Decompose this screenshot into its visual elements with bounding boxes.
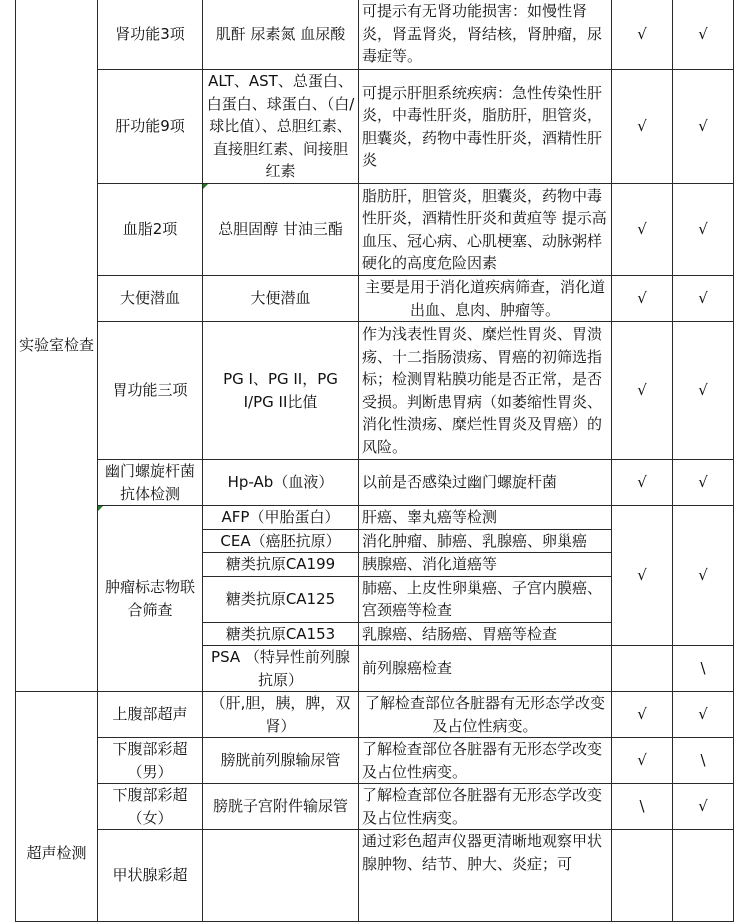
row-desc: 脂肪肝，胆管炎，胆囊炎，药物中毒性肝炎，酒精性肝炎和黄疸等 提示高血压、冠心病、心肌梗塞、动脉粥样硬化的高度危险因素 (359, 184, 612, 276)
table-row (16, 506, 734, 530)
row-items: Hp-Ab（血液） (203, 460, 359, 506)
check-male: √ (612, 70, 673, 184)
check-female: √ (673, 506, 734, 646)
row-desc: 了解检查部位各脏器有无形态学改变及占位性病变。 (359, 738, 612, 784)
row-name: 肝功能9项 (98, 70, 203, 184)
check-male: √ (612, 506, 673, 646)
table-row (16, 784, 734, 830)
row-items: 大便潜血 (203, 276, 359, 322)
section-lab: 实验室检查 (16, 0, 98, 692)
row-items: 膀胱前列腺输尿管 (203, 738, 359, 784)
row-desc: 可提示肝胆系统疾病：急性传染性肝炎，中毒性肝炎，脂肪肝，胆管炎，胆囊炎，药物中毒性肝炎，酒精性肝炎 (359, 70, 612, 184)
check-male: √ (612, 460, 673, 506)
row-name: 胃功能三项 (98, 322, 203, 460)
row-desc: 主要是用于消化道疾病筛查，消化道出血、息肉、肿瘤等。 (359, 276, 612, 322)
table-row (16, 276, 734, 322)
check-female: \ (673, 738, 734, 784)
row-desc: 作为浅表性胃炎、糜烂性胃炎、胃溃疡、十二指肠溃疡、胃癌的初筛选指标；检测胃粘膜功能是否正常，是否受损。判断患胃病（如萎缩性胃炎、消化性溃疡、糜烂性胃炎及胃癌）的风险。 (359, 322, 612, 460)
check-male: √ (612, 276, 673, 322)
check-female: √ (673, 322, 734, 460)
check-male (612, 646, 673, 692)
row-desc: 乳腺癌、结肠癌、胃癌等检查 (359, 622, 612, 646)
check-female (673, 830, 734, 922)
check-female: √ (673, 692, 734, 738)
row-desc: 通过彩色超声仪器更清晰地观察甲状腺肿物、结节、肿大、炎症；可 (359, 830, 612, 922)
check-female: √ (673, 784, 734, 830)
table-row (16, 460, 734, 506)
row-desc: 了解检查部位各脏器有无形态学改变及占位性病变。 (359, 692, 612, 738)
row-items: 糖类抗原CA199 (203, 553, 359, 577)
row-desc: 消化肿瘤、肺癌、乳腺癌、卵巢癌 (359, 529, 612, 553)
row-items: AFP（甲胎蛋白） (203, 506, 359, 530)
check-female: √ (673, 460, 734, 506)
row-desc: 肝癌、睾丸癌等检测 (359, 506, 612, 530)
checkup-items-table (15, 0, 734, 922)
check-male: \ (612, 784, 673, 830)
check-male: √ (612, 322, 673, 460)
row-desc: 了解检查部位各脏器有无形态学改变及占位性病变。 (359, 784, 612, 830)
table-row (16, 184, 734, 276)
row-items: CEA（癌胚抗原） (203, 529, 359, 553)
row-desc: 以前是否感染过幽门螺旋杆菌 (359, 460, 612, 506)
row-name: 甲状腺彩超 (98, 830, 203, 922)
row-items: 总胆固醇 甘油三酯 (203, 184, 359, 276)
row-items: 肌酐 尿素氮 血尿酸 (203, 0, 359, 70)
check-male: √ (612, 184, 673, 276)
row-items: PSA （特异性前列腺抗原） (203, 646, 359, 692)
check-male (612, 830, 673, 922)
check-male: √ (612, 738, 673, 784)
check-female: √ (673, 184, 734, 276)
row-items: （肝,胆，胰，脾，双肾） (203, 692, 359, 738)
row-items: 糖类抗原CA125 (203, 576, 359, 622)
table-row (16, 0, 734, 70)
row-name: 肿瘤标志物联合筛查 (98, 506, 203, 692)
row-desc: 肺癌、上皮性卵巢癌、子宫内膜癌、宫颈癌等检查 (359, 576, 612, 622)
table-row (16, 738, 734, 784)
table-row (16, 692, 734, 738)
row-desc: 前列腺癌检查 (359, 646, 612, 692)
row-items: 膀胱子宫附件输尿管 (203, 784, 359, 830)
row-items: ALT、AST、总蛋白、白蛋白、球蛋白、（白/球比值）、总胆红素、直接胆红素、间接胆红素 (203, 70, 359, 184)
row-name: 幽门螺旋杆菌抗体检测 (98, 460, 203, 506)
section-ultrasound: 超声检测 (16, 692, 98, 922)
check-female: √ (673, 0, 734, 70)
check-male: √ (612, 0, 673, 70)
table-row (16, 70, 734, 184)
table-row (16, 830, 734, 922)
check-male: √ (612, 692, 673, 738)
row-name: 上腹部超声 (98, 692, 203, 738)
row-name: 肾功能3项 (98, 0, 203, 70)
check-female: \ (673, 646, 734, 692)
check-female: √ (673, 276, 734, 322)
row-desc: 胰腺癌、消化道癌等 (359, 553, 612, 577)
table-row (16, 322, 734, 460)
row-name: 大便潜血 (98, 276, 203, 322)
row-items (203, 830, 359, 922)
row-items: PG I、PG II，PG I/PG II比值 (203, 322, 359, 460)
row-name: 下腹部彩超（男） (98, 738, 203, 784)
row-items: 糖类抗原CA153 (203, 622, 359, 646)
check-female: √ (673, 70, 734, 184)
row-name: 下腹部彩超（女） (98, 784, 203, 830)
row-name: 血脂2项 (98, 184, 203, 276)
row-desc: 可提示有无肾功能损害：如慢性肾炎，肾盂肾炎，肾结核，肾肿瘤，尿毒症等。 (359, 0, 612, 70)
